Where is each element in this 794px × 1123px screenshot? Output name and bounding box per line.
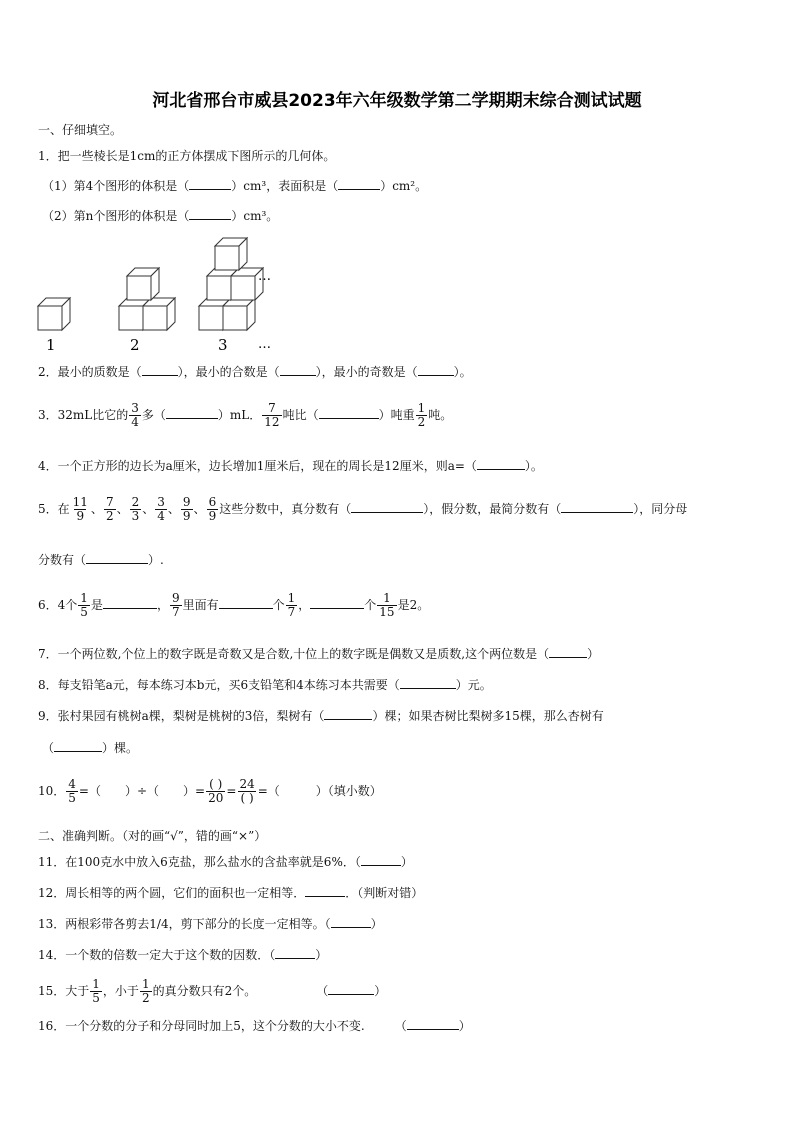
- fraction: $\frac{11}{9}$: [72, 495, 88, 523]
- page-title: 河北省邢台市威县2023年六年级数学第二学期期末综合测试试题: [152, 91, 642, 111]
- question-6: 6．4个 $\frac{1}{5}$ 是 ， $\frac{9}{7}$ 里面有 个 $\frac{1}{7}$ ， 个 $\frac{1}{15}$ 是2。: [38, 591, 430, 619]
- ellipsis-lower: …: [258, 337, 271, 352]
- fraction: $\frac{7}{2}$: [105, 495, 114, 523]
- question-1-part-2: （2）第n个图形的体积是（ ）cm³。: [42, 209, 279, 223]
- question-9-continued: （ ）棵。: [42, 741, 139, 755]
- section-heading-fill: 一、仔细填空。: [38, 123, 123, 137]
- cube-stack-figure: [30, 232, 290, 356]
- question-15: 15．大于 $\frac{1}{5}$ ，小于 $\frac{1}{2}$ 的真分数只有2个。 （ ）: [38, 977, 387, 1005]
- cube-figure-2: [119, 268, 175, 330]
- fraction: $\frac{3}{4}$: [131, 401, 139, 429]
- fraction: $\frac{1}{15}$: [379, 591, 395, 619]
- question-4: 4．一个正方形的边长为a厘米，边长增加1厘米后，现在的周长是12厘米，则a=（ ）。: [38, 459, 543, 473]
- fraction: $\frac{1}{7}$: [287, 591, 296, 619]
- fraction: $\frac{4}{5}$: [68, 777, 76, 805]
- ellipsis-upper: …: [258, 269, 271, 284]
- cube-figure-3: [199, 238, 263, 330]
- fraction: $\frac{1}{2}$: [417, 401, 426, 429]
- question-14: 14．一个数的倍数一定大于这个数的因数．（ ）: [38, 948, 328, 962]
- figure-label-2: 2: [130, 336, 140, 354]
- question-12: 12．周长相等的两个圆，它们的面积也一定相等． ．（判断对错）: [38, 886, 424, 900]
- fraction: $\frac{9}{9}$: [182, 495, 191, 523]
- fraction: $\frac{( )}{20}$: [208, 777, 224, 805]
- fraction: $\frac{3}{4}$: [157, 495, 165, 523]
- question-8: 8．每支铅笔a元，每本练习本b元，买6支铅笔和4本练习本共需要（ ）元。: [38, 678, 492, 692]
- question-5: 5．在 $\frac{11}{9}$ 、 $\frac{7}{2}$ 、 $\frac{2}{3}$ 、 $\frac{3}{4}$ 、 $\frac{9}{9}$ 、 $\frac{6}{9}$ 这些分数中，真分数有（ ），假分数，最简分数有（ ），同分母: [38, 495, 688, 523]
- figure-label-1: 1: [46, 336, 56, 354]
- question-5-continued: 分数有（ ）.: [38, 553, 164, 567]
- fraction: $\frac{24}{( )}$: [239, 777, 255, 805]
- question-11: 11．在100克水中放入6克盐，那么盐水的含盐率就是6%．（ ）: [38, 855, 413, 869]
- fraction: $\frac{1}{5}$: [80, 591, 88, 619]
- fraction: $\frac{9}{7}$: [171, 591, 180, 619]
- section-heading-judge: 二、准确判断。（对的画“√”，错的画“×”）: [38, 829, 267, 843]
- question-16: 16．一个分数的分子和分母同时加上5，这个分数的大小不变. （ ）: [38, 1019, 471, 1033]
- fraction: $\frac{6}{9}$: [208, 495, 217, 523]
- figure-label-3: 3: [218, 336, 228, 354]
- question-13: 13．两根彩带各剪去1/4，剪下部分的长度一定相等。（ ）: [38, 917, 383, 931]
- question-3: 3．32mL比它的 $\frac{3}{4}$ 多（ ）mL． $\frac{7}{12}$ 吨比（ ）吨重 $\frac{1}{2}$ 吨。: [38, 401, 453, 429]
- question-1-stem: 1．把一些棱长是1cm的正方体摆成下图所示的几何体。: [38, 149, 336, 163]
- question-1-part-1: （1）第4个图形的体积是（ ）cm³，表面积是（ ）cm²。: [42, 179, 428, 193]
- question-2: 2．最小的质数是（ ），最小的合数是（ ），最小的奇数是（ ）。: [38, 365, 472, 379]
- fraction: $\frac{1}{2}$: [141, 977, 150, 1005]
- question-10: 10． $\frac{4}{5}$ =（ ）÷（ ）= $\frac{( )}{20}$ = $\frac{24}{( )}$ =（ ）（填小数）: [38, 777, 382, 805]
- question-7: 7．一个两位数,个位上的数字既是奇数又是合数,十位上的数字既是偶数又是质数,这个两位数是（ ）: [38, 647, 600, 661]
- question-9: 9．张村果园有桃树a棵，梨树是桃树的3倍，梨树有（ ）棵；如果杏树比梨树多15棵，那么杏树有: [38, 709, 604, 723]
- fraction: $\frac{1}{5}$: [92, 977, 100, 1005]
- fraction: $\frac{2}{3}$: [131, 495, 140, 523]
- cube-figure-1: [38, 298, 70, 330]
- fraction: $\frac{7}{12}$: [264, 401, 280, 429]
